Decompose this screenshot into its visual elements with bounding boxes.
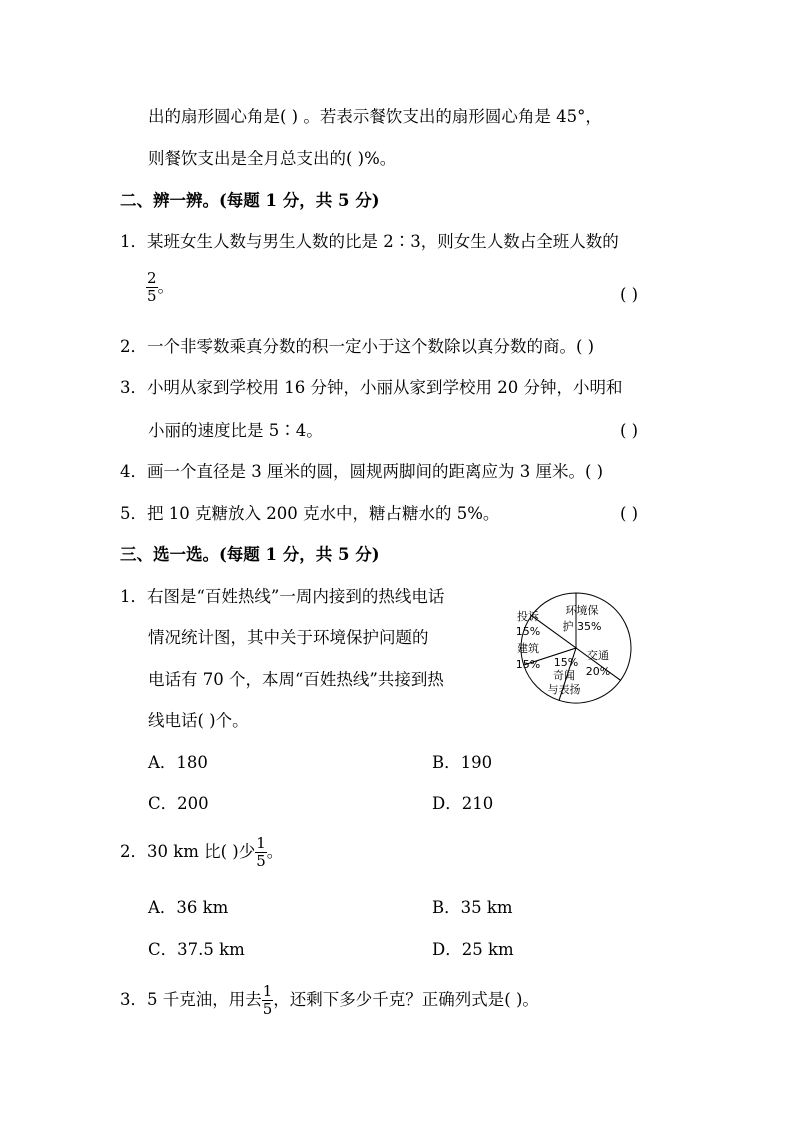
pie-slice-label: 奇闻 — [553, 669, 575, 682]
pie-slice-label: 环境保 — [565, 604, 599, 617]
fraction-denominator: 5 — [147, 287, 157, 305]
s2-q3-line-2: 小丽的速度比是 5∶4。 — [148, 421, 323, 440]
s2-q2-text: 2．一个非零数乘真分数的积一定小于这个数除以真分数的商。( ) — [120, 337, 595, 356]
s3-q2-option-b[interactable]: B．35 km — [432, 898, 513, 917]
pie-slice-label: 建筑 — [517, 642, 539, 655]
s3-q1-option-a[interactable]: A．180 — [148, 753, 208, 772]
intro-line-1: 出的扇形圆心角是( ) 。若表示餐饮支出的扇形圆心角是 45°， — [148, 107, 602, 126]
s3-q1-option-c[interactable]: C．200 — [148, 794, 209, 813]
s3-q1-option-b[interactable]: B．190 — [432, 753, 493, 772]
s3-q2-option-c[interactable]: C．37.5 km — [148, 940, 245, 959]
fraction-numerator: 1 — [262, 982, 273, 1000]
fraction-numerator: 2 — [147, 269, 157, 287]
pie-slice-label: 15% — [553, 656, 579, 669]
section-3-heading: 三、选一选。(每题 1 分，共 5 分) — [120, 545, 380, 564]
s2-q3-answer-paren[interactable]: ( ) — [620, 421, 639, 440]
intro-line-2: 则餐饮支出是全月总支出的( )%。 — [148, 149, 397, 168]
s3-q2-line — [120, 835, 283, 870]
s3-q1-option-d[interactable]: D．210 — [432, 794, 494, 813]
pie-group — [516, 593, 631, 703]
fraction-denominator: 5 — [256, 852, 266, 870]
pie-slice-label: 15% — [515, 658, 541, 671]
fraction-numerator: 1 — [256, 834, 266, 852]
pie-slice-label: 投诉 — [517, 610, 539, 623]
pie-slice-label: 交通 — [587, 649, 609, 662]
s2-q5-answer-paren[interactable]: ( ) — [620, 504, 639, 523]
s3-q2-option-d[interactable]: D．25 km — [432, 940, 514, 959]
s3-q2-tail: 。 — [266, 842, 284, 861]
section-2-heading: 二、辨一辨。(每题 1 分，共 5 分) — [120, 191, 380, 210]
s2-q3-line-1: 3．小明从家到学校用 16 分钟，小丽从家到学校用 20 分钟，小明和 — [120, 378, 623, 397]
pie-slice-label: 与表扬 — [547, 683, 581, 696]
s2-q1-fraction — [146, 270, 158, 305]
pie-slice-label: 20% — [585, 665, 611, 678]
s3-q1-line-4: 线电话( )个。 — [148, 711, 249, 730]
s3-q3-prefix: 3．5 千克油，用去 — [120, 990, 262, 1009]
s3-q3-line — [120, 983, 539, 1018]
s3-q1-line-3: 电话有 70 个，本周“百姓热线”共接到热 — [148, 670, 444, 689]
pie-slice-label: 护 35% — [562, 620, 602, 633]
s3-q3-fraction — [262, 983, 274, 1018]
hotline-pie-chart — [506, 590, 646, 710]
pie-slice-label: 15% — [515, 625, 541, 638]
s3-q2-prefix: 2．30 km 比( )少 — [120, 842, 256, 861]
s3-q1-line-2: 情况统计图，其中关于环境保护问题的 — [148, 628, 429, 647]
s2-q1-answer-paren[interactable]: ( ) — [620, 285, 639, 304]
s3-q2-fraction — [255, 835, 267, 870]
s2-q1-fraction-line — [146, 270, 174, 305]
s2-q5-text: 5．把 10 克糖放入 200 克水中，糖占糖水的 5%。 — [120, 504, 500, 523]
fraction-denominator: 5 — [262, 1000, 273, 1018]
s2-q4-text: 4．画一个直径是 3 厘米的圆，圆规两脚间的距离应为 3 厘米。( ) — [120, 462, 604, 481]
s3-q3-tail: ，还剩下多少千克？正确列式是( )。 — [273, 990, 539, 1009]
s2-q1-tail: 。 — [157, 277, 175, 296]
s2-q1-text: 1．某班女生人数与男生人数的比是 2∶3，则女生人数占全班人数的 — [120, 232, 619, 251]
s3-q1-line-1: 1．右图是“百姓热线”一周内接到的热线电话 — [120, 587, 445, 606]
s3-q2-option-a[interactable]: A．36 km — [148, 898, 229, 917]
